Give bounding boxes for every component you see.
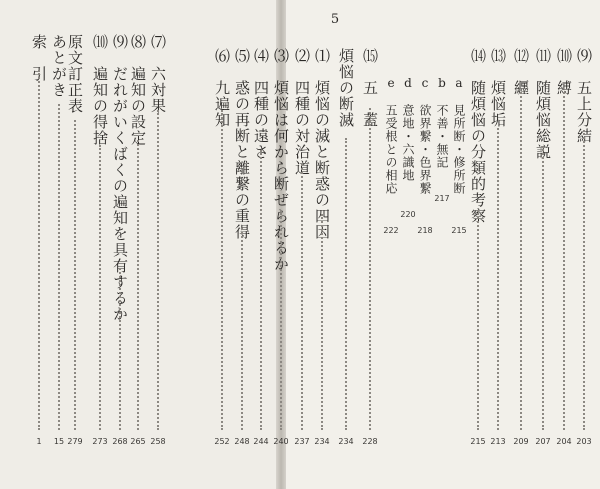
toc-entry-page-number: 215 [470,437,486,446]
toc-entry [451,0,467,489]
dot-leader [345,138,347,430]
toc-entry [234,0,250,489]
dot-leader [260,150,262,430]
toc-entry [576,0,592,489]
dot-leader [38,70,40,430]
toc-entry-title: d 意地・六識地 [401,76,415,182]
dot-leader [221,110,223,430]
toc-entry-title: 索 引 [30,34,48,82]
toc-entry-title: ⑶ 煩悩は何から断ぜられるか [272,48,290,272]
toc-entry [434,0,450,489]
toc-entry [314,0,330,489]
toc-entry-title: ⑹ 九遍知 [213,48,231,128]
toc-entry [51,0,67,489]
toc-entry-page-number: 204 [556,437,572,446]
toc-entry [214,0,230,489]
toc-entry-title: ⑷ 四種の遠さ [252,48,270,160]
toc-entry [417,0,433,489]
toc-entry [400,0,416,489]
toc-entry-title: ⑽ 遍知の得捨 [91,34,109,146]
toc-entry-page-number: 252 [214,437,230,446]
toc-entry-page-number: 217 [434,194,450,203]
toc-entry-page-number: 234 [314,437,330,446]
toc-entry-title: b 不善・無記 [435,76,449,169]
toc-entry-title: ⒁ 随煩悩の分類的考察 [469,48,487,224]
toc-entry [556,0,572,489]
toc-entry-title: e 五受根との相応 [384,76,398,195]
toc-entry [490,0,506,489]
toc-entry-page-number: 213 [490,437,506,446]
toc-entry-title: ⒀ 煩悩垢 [489,48,507,128]
dot-leader [74,120,76,430]
toc-entry [112,0,128,489]
toc-entry-title: ⑴ 煩悩の滅と断惑の四因 [313,48,331,240]
toc-entry [362,0,378,489]
dot-leader [477,210,479,430]
toc-entry-title: ⑽ 縛 [555,48,573,96]
toc-entry-page-number: 203 [576,437,592,446]
toc-entry-title: a 見所断・修所断 [452,76,466,195]
dot-leader [119,268,121,430]
dot-leader [58,104,60,430]
toc-entry-page-number: 218 [417,226,433,235]
toc-entry-page-number: 258 [150,437,166,446]
toc-entry-page-number: 244 [253,437,269,446]
dot-leader [520,92,522,430]
dot-leader [497,128,499,430]
toc-entry [535,0,551,489]
toc-entry-title: ⑼ 五上分結 [575,48,593,144]
toc-entry-page-number: 234 [338,437,354,446]
dot-leader [321,214,323,430]
dot-leader [563,92,565,430]
toc-entry-title: ⑻ 遍知の設定 [129,34,147,146]
toc-entry-page-number: 237 [294,437,310,446]
toc-entry [130,0,146,489]
toc-entry-title: ⑿ 纒 [512,48,530,96]
dot-leader [542,146,544,430]
toc-entry [253,0,269,489]
toc-entry-title: ⑺ 六対果 [149,34,167,114]
dot-leader [157,110,159,430]
dot-leader [280,210,282,430]
toc-entry-page-number: 15 [53,437,65,446]
dot-leader [301,164,303,430]
toc-entry-page-number: 265 [130,437,146,446]
toc-entry-title: ⑵ 四種の対治道 [293,48,311,176]
toc-entry [470,0,486,489]
toc-entry [383,0,399,489]
dot-leader [99,145,101,430]
dot-leader [241,228,243,430]
toc-entry-page-number: 248 [234,437,250,446]
toc-entry-title: ⒂ 五 蓋 [361,48,379,128]
toc-entry [150,0,166,489]
dot-leader [583,130,585,430]
dot-leader [369,108,371,430]
toc-entry-page-number: 228 [362,437,378,446]
toc-entry-page-number: 273 [92,437,108,446]
toc-entry-title: ⑸ 惑の再断と離繋の重得 [233,48,251,240]
toc-entry-title: ⑾ 随煩悩総説 [534,48,552,160]
toc-entry [294,0,310,489]
toc-entry-page-number: 209 [513,437,529,446]
toc-entry-title: 煩悩の断滅 [337,48,355,128]
toc-entry-title: あとがき [50,34,68,98]
chapter-number: 5 [330,12,340,27]
toc-entry [67,0,83,489]
toc-entry-page-number: 222 [383,226,399,235]
toc-entry-title: 原文訂正表 [66,34,84,114]
toc-entry [338,0,354,489]
toc-entry [513,0,529,489]
toc-entry-title: c 欲界繋・色界繋 [418,76,432,195]
toc-entry [92,0,108,489]
toc-entry-title: ⑼ だれがいくばくの遍知を具有するか [111,34,129,322]
toc-entry-page-number: 207 [535,437,551,446]
toc-entry-page-number: 1 [36,437,42,446]
toc-entry [273,0,289,489]
toc-entry-page-number: 279 [67,437,83,446]
toc-entry-page-number: 215 [451,226,467,235]
toc-entry-page-number: 240 [273,437,289,446]
toc-entry-page-number: 220 [400,210,416,219]
dot-leader [137,140,139,430]
toc-entry [31,0,47,489]
toc-entry-page-number: 268 [112,437,128,446]
